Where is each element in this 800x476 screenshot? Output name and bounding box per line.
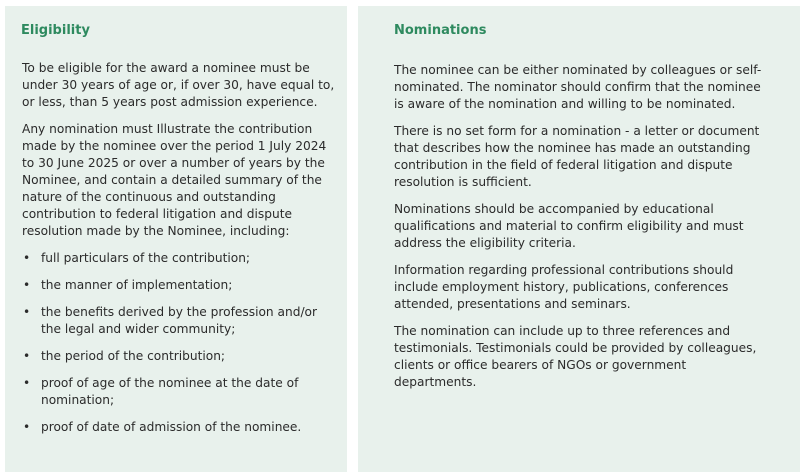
list-item: • proof of age of the nominee at the date of nomination;: [22, 375, 336, 409]
nominations-heading: Nominations: [394, 23, 487, 38]
nominations-paragraph: Nominations should be accompanied by educational qualifications and material to confirm eligibility and must address the eligibility criteria.: [394, 202, 744, 250]
nominations-paragraph: The nomination can include up to three references and testimonials. Testimonials could be provided by colleagues, clients or office bearers of NGOs or government departments.: [394, 324, 757, 389]
list-item: • proof of date of admission of the nominee.: [22, 419, 336, 436]
eligibility-paragraph: To be eligible for the award a nominee must be under 30 years of age or, if over 30, have equal to, or less, than 5 years post admission experience.: [22, 61, 335, 109]
eligibility-list: [22, 250, 336, 436]
list-item: • the period of the contribution;: [22, 348, 336, 365]
nominations-panel: [358, 6, 800, 472]
eligibility-panel: [5, 6, 347, 472]
eligibility-paragraph: Any nomination must Illustrate the contribution made by the nominee over the period 1 July 2024 to 30 June 2025 or over a number of years by the Nominee, and contain a detailed summary of the nature of the continuous and outstanding contribution to federal litigation and dispute resolution made by the Nominee, including:: [22, 122, 327, 238]
list-item: • the manner of implementation;: [22, 277, 336, 294]
nominations-body: [394, 62, 766, 401]
eligibility-heading: Eligibility: [21, 23, 90, 38]
eligibility-body: [22, 60, 336, 446]
list-item: • the benefits derived by the profession and/or the legal and wider community;: [22, 304, 336, 338]
nominations-paragraph: There is no set form for a nomination - a letter or document that describes how the nominee has made an outstanding contribution in the field of federal litigation and dispute resolution is sufficient.: [394, 124, 760, 189]
nominations-paragraph: Information regarding professional contributions should include employment history, publications, conferences attended, presentations and seminars.: [394, 263, 734, 311]
nominations-paragraph: The nominee can be either nominated by colleagues or self- nominated. The nominator should confirm that the nominee is aware of the nomination and willing to be nominated.: [394, 63, 762, 111]
list-item: • full particulars of the contribution;: [22, 250, 336, 267]
